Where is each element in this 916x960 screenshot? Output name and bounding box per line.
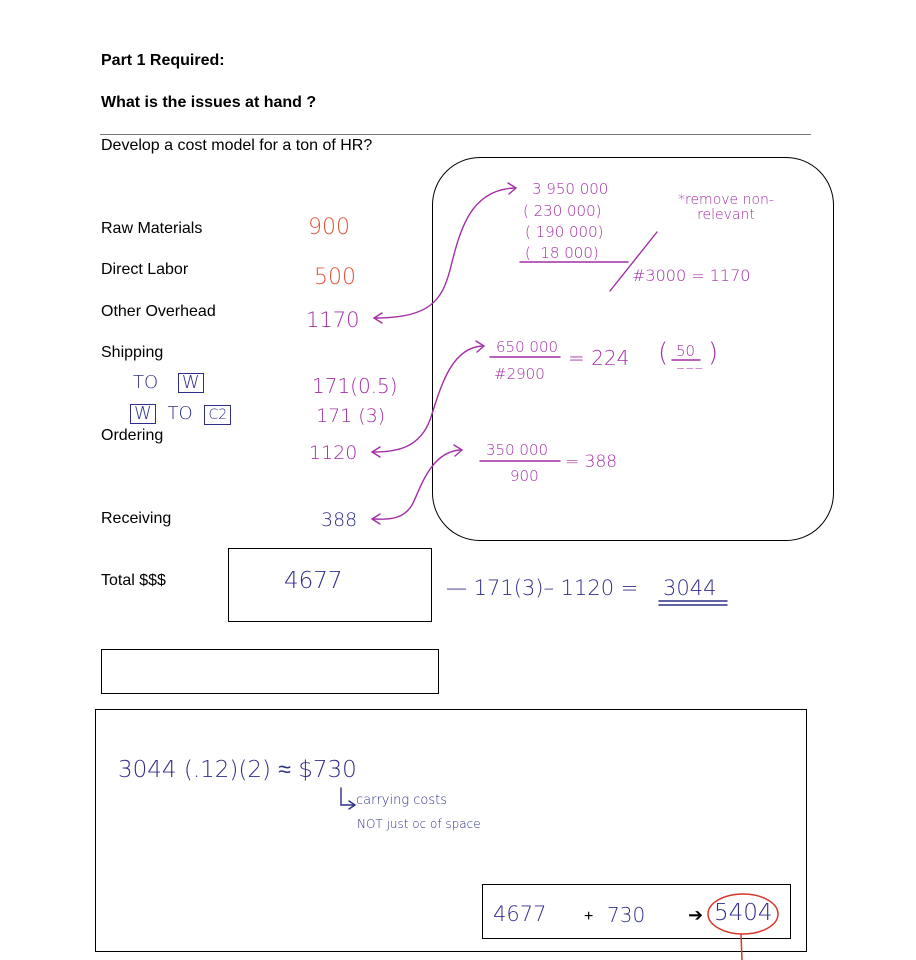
- ordering-paren-num: 50: [676, 342, 696, 360]
- question-heading: What is the issues at hand ?: [101, 94, 317, 111]
- adjusted-total: 3044: [663, 576, 717, 600]
- total-label: Total $$$: [101, 572, 166, 589]
- row-label-ordering: Ordering: [101, 427, 164, 444]
- receiving-result: = 388: [565, 452, 618, 472]
- part-heading: Part 1 Required:: [101, 52, 225, 69]
- overhead-divisor: #3000 = 1170: [632, 266, 751, 285]
- final-term-a: 4677: [493, 902, 547, 926]
- value-shipping-w-to-c2: 171 (3): [316, 405, 386, 427]
- row-label-raw-materials: Raw Materials: [101, 220, 203, 237]
- divider-line: [100, 134, 811, 135]
- carrying-note-2: NOT just oc of space: [357, 817, 481, 831]
- carrying-formula: 3044 (.12)(2) ≈ $730: [118, 757, 357, 783]
- ordering-paren-close: ): [708, 338, 719, 368]
- shipping-route-w-to-c2: [130, 403, 231, 425]
- arrowhead-receiving-bottom-icon: [372, 514, 380, 524]
- value-direct-labor: 500: [314, 265, 356, 290]
- value-raw-materials: 900: [308, 215, 350, 240]
- overhead-line-3: ( 190 000): [525, 223, 604, 241]
- empty-answer-box: [101, 649, 439, 694]
- route-w-box-2: W: [130, 404, 156, 424]
- ordering-numerator: 650 000: [496, 338, 559, 356]
- value-ordering: 1120: [309, 442, 358, 464]
- value-other-overhead: 1170: [306, 308, 360, 332]
- row-label-other-overhead: Other Overhead: [101, 303, 216, 320]
- receiving-numerator: 350 000: [486, 441, 549, 459]
- carrying-note-1: carrying costs: [356, 793, 448, 808]
- row-label-direct-labor: Direct Labor: [101, 261, 189, 278]
- final-term-b: 730: [607, 903, 646, 927]
- route-c2-box: C2: [204, 405, 231, 425]
- shipping-route-to-w: [133, 372, 204, 393]
- overhead-line-2: ( 230 000): [523, 202, 602, 220]
- route-to-text: TO: [133, 372, 159, 393]
- value-receiving: 388: [321, 509, 358, 531]
- receiving-denominator: 900: [510, 467, 539, 485]
- arrowhead-overhead-bottom-icon: [374, 313, 382, 323]
- final-result: 5404: [714, 900, 773, 926]
- final-arrow-icon: ➔: [688, 905, 704, 925]
- route-w-box: W: [178, 373, 204, 393]
- ordering-paren-den: ~~~: [676, 362, 704, 375]
- ordering-denominator: #2900: [494, 365, 545, 383]
- route-to-text-2: TO: [167, 403, 193, 424]
- value-shipping-to-w: 171(0.5): [312, 374, 398, 398]
- final-plus: +: [584, 908, 594, 925]
- row-label-receiving: Receiving: [101, 510, 172, 527]
- ordering-paren-open: (: [658, 338, 669, 368]
- total-value: 4677: [284, 568, 343, 594]
- ordering-result: = 224: [568, 346, 630, 370]
- task-text: Develop a cost model for a ton of HR?: [101, 137, 373, 154]
- arrowhead-ordering-bottom-icon: [372, 447, 380, 457]
- overhead-line-1: 3 950 000: [532, 180, 609, 198]
- row-label-shipping: Shipping: [101, 344, 164, 361]
- overhead-line-4: ( 18 000): [525, 244, 599, 262]
- total-adjustment: — 171(3)– 1120 =: [446, 576, 639, 600]
- remove-non-relevant-note: *remove non-relevant: [678, 192, 774, 223]
